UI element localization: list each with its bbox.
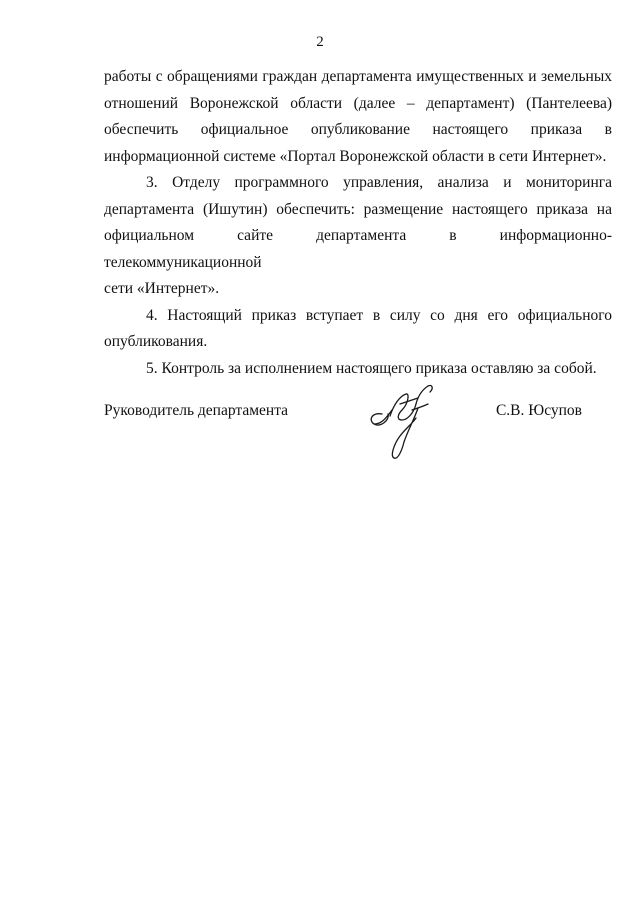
paragraph-3-line-1: 4. Настоящий приказ вступает в силу со дня его официального (146, 306, 612, 324)
paragraph-4-line-1: 5. Контроль за исполнением настоящего приказа оставляю за собой. (146, 359, 597, 377)
paragraph-1-line-2: отношений Воронежской области (далее – департамент) (Пантелеева) (104, 94, 612, 112)
paragraph-1-line-3: обеспечить официальное опубликование настоящего приказа в (104, 121, 612, 138)
paragraph-2-line-3: официальном сайте департамента в информационно-телекоммуникационной (104, 227, 612, 271)
signatory-role: Руководитель департамента (104, 402, 289, 419)
document-body (104, 64, 612, 382)
signature-block (104, 402, 582, 472)
paragraph-3-line-2: опубликования. (104, 333, 208, 350)
paragraph-2-line-4: сети «Интернет». (104, 280, 220, 297)
signatory-name: С.В. Юсупов (495, 402, 582, 419)
paragraph-2-line-2: департамента (Ишутин) обеспечить: размещение настоящего приказа на (104, 200, 612, 218)
paragraph-1-line-4: информационной системе «Портал Воронежской области в сети Интернет». (104, 147, 607, 165)
paragraph-2-line-1: 3. Отделу программного управления, анализа и мониторинга (146, 174, 612, 191)
handwritten-signature (360, 374, 450, 464)
page-number: 2 (316, 34, 324, 50)
paragraph-1-line-1: работы с обращениями граждан департамента имущественных и земельных (104, 68, 612, 85)
